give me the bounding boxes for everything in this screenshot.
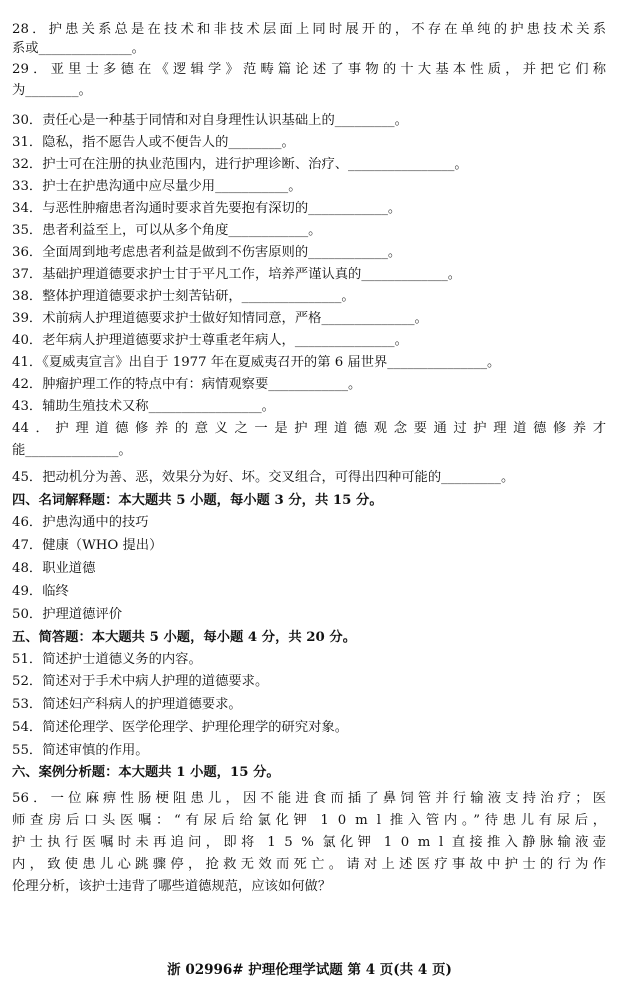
text-line: 34．与恶性肿瘤患者沟通时要求首先要抱有深切的____________。 [12, 201, 402, 216]
text-line: 能______________。 [12, 443, 132, 458]
text-line: 29．亚里士多德在《逻辑学》范畴篇论述了事物的十大基本性质，并把它们称 [12, 62, 606, 77]
text-line: 伦理分析，该护士违背了哪些道德规范，应该如何做？ [12, 879, 332, 894]
text-line: 55．简述审慎的作用。 [12, 743, 149, 758]
text-line: 44．护理道德修养的意义之一是护理道德观念要通过护理道德修养才 [12, 421, 606, 436]
text-line: 31．隐私，指不愿告人或不便告人的________。 [12, 135, 295, 150]
text-line: 37．基础护理道德要求护士甘于平凡工作，培养严谨认真的_____________。 [12, 267, 462, 282]
text-line: 30．责任心是一种基于同情和对自身理性认识基础上的_________。 [12, 113, 408, 128]
text-line: 48．职业道德 [12, 561, 96, 576]
text-line: 46．护患沟通中的技巧 [12, 515, 149, 530]
text-line: 师查房后口头医嘱：“有尿后给氯化钾 1 0 m l 推入管内。”待患儿有尿后， [12, 813, 606, 828]
text-line: 33．护士在护患沟通中应尽量少用___________。 [12, 179, 302, 194]
text-line: 51．简述护士道德义务的内容。 [12, 652, 202, 667]
section-heading: 五、简答题：本大题共 5 小题，每小题 4 分，共 20 分。 [12, 630, 357, 645]
text-line: 护士执行医嘱时未再追问，即将 1 5 % 氯化钾 1 0 m l 直接推入静脉输液壶 [12, 835, 606, 850]
text-line: 49．临终 [12, 584, 69, 599]
text-line: 38．整体护理道德要求护士刻苦钻研，_______________。 [12, 289, 355, 304]
text-line: 35．患者利益至上，可以从多个角度____________。 [12, 223, 322, 238]
section-heading: 六、案例分析题：本大题共 1 小题，15 分。 [12, 765, 280, 780]
text-line: 52．简述对于手术中病人护理的道德要求。 [12, 674, 269, 689]
text-line: 43．辅助生殖技术又称_________________。 [12, 399, 275, 414]
text-line: 45．把动机分为善、恶，效果分为好、坏。交叉组合，可得出四种可能的_________。 [12, 470, 515, 485]
text-line: 41．《夏威夷宣言》出自于 1977 年在夏威夷召开的第 6 届世界_______________。 [12, 355, 501, 370]
text-line: 54．简述伦理学、医学伦理学、护理伦理学的研究对象。 [12, 720, 349, 735]
text-line: 53．简述妇产科病人的护理道德要求。 [12, 697, 242, 712]
text-line: 32．护士可在注册的执业范围内，进行护理诊断、治疗、________________。 [12, 157, 468, 172]
text-line: 40．老年病人护理道德要求护士尊重老年病人，_______________。 [12, 333, 408, 348]
text-line: 28．护患关系总是在技术和非技术层面上同时展开的，不存在单纯的护患技术关系 [12, 22, 606, 37]
text-line: 47．健康（WHO 提出） [12, 538, 163, 553]
text-line: 42．肿瘤护理工作的特点中有：病情观察要____________。 [12, 377, 362, 392]
section-heading: 四、名词解释题：本大题共 5 小题，每小题 3 分，共 15 分。 [12, 493, 383, 508]
text-line: 为________。 [12, 83, 92, 98]
text-line: 39．术前病人护理道德要求护士做好知情同意，严格______________。 [12, 311, 428, 326]
text-line: 50．护理道德评价 [12, 607, 122, 622]
text-line: 56．一位麻痹性肠梗阻患儿，因不能进食而插了鼻饲管并行输液支持治疗；医 [12, 791, 606, 806]
page-footer: 浙 02996# 护理伦理学试题 第 4 页(共 4 页) [167, 962, 452, 978]
text-line: 系或______________。 [12, 41, 145, 56]
text-line: 内，致使患儿心跳骤停，抢救无效而死亡。请对上述医疗事故中护士的行为作 [12, 857, 606, 872]
text-line: 36．全面周到地考虑患者利益是做到不伤害原则的____________。 [12, 245, 402, 260]
